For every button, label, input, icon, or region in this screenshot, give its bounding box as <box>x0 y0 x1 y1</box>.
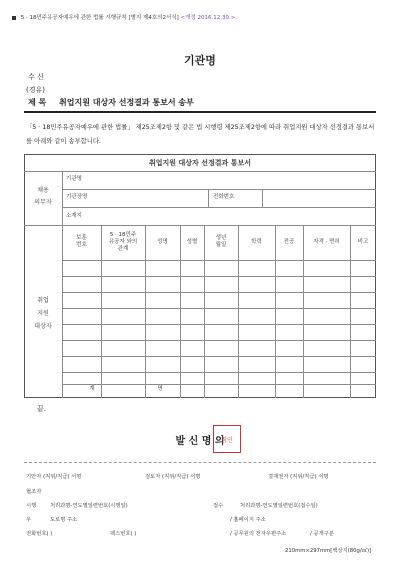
amendment-date: <개정 2016.12.30.> <box>180 15 236 21</box>
enforcement-label: 시행 <box>26 503 37 509</box>
homepage: / 홈페이지 주소 <box>230 517 266 523</box>
column-header: 보훈 번호 <box>76 235 87 248</box>
column-header: 학력 <box>251 238 262 245</box>
grid-line <box>24 225 376 226</box>
grid-line <box>24 171 376 172</box>
grid-line <box>62 340 376 341</box>
form-reference <box>12 13 235 21</box>
grid-line <box>62 372 376 373</box>
target-label: 취업 지원 대상자 <box>34 297 52 330</box>
grid-line <box>262 189 263 207</box>
phone-label: 전화번호 <box>213 194 235 200</box>
total-unit: 명 <box>157 386 163 392</box>
total-label: 계 <box>89 386 95 392</box>
cooperator: 협조자 <box>26 489 42 495</box>
bullet-icon <box>12 16 16 20</box>
column-header: 5 · 18민주 유공자 와의 관계 <box>108 231 138 252</box>
column-header: 전공 <box>283 238 295 245</box>
grid-line <box>62 308 376 309</box>
employer-agency-label: 기관명 <box>66 176 82 182</box>
receipt-number: 처리과명-연도별일련번호(접수일) <box>240 503 318 509</box>
sender-name: 발 신 명 의 <box>175 436 225 447</box>
road-address: 도로명 주소 <box>50 517 78 523</box>
recipient-label: 수 신 <box>28 73 44 81</box>
phone-number: 전화번호( ) <box>26 531 53 537</box>
employer-head-label: 기관장명 <box>66 194 88 200</box>
receipt-label: 접수 <box>213 503 224 509</box>
reviewer: 검토자 (직위/직급) 서명 <box>145 474 201 480</box>
column-header: 성명 <box>157 238 168 245</box>
column-header: 비고 <box>357 238 369 245</box>
postal-label: 우 <box>26 517 32 523</box>
grid-line <box>208 189 209 207</box>
drafter: 기안자 (직위/직급) 서명 <box>26 474 82 480</box>
employer-label: 채용 의무자 <box>34 187 52 206</box>
footer-divider <box>24 462 376 463</box>
law-reference: 5 · 18민주유공자예우에 관한 법률 시행규칙 [별지 제4호의2서식] <box>20 15 179 21</box>
enforcement-number: 처리과명-연도별일련번호(시행일) <box>50 503 128 509</box>
disclosure: / 공개구분 <box>310 531 334 537</box>
grid-line <box>62 189 376 190</box>
grid-line <box>62 384 376 385</box>
column-header: 성별 <box>186 238 198 245</box>
column-header: 자격 · 면허 <box>313 238 340 245</box>
grid-line <box>62 171 63 398</box>
body-text: 「5 · 18민주유공자예우에 관한 법률」 제25조제2항 및 같은 법 시행령 제25조제2항에 따라 취업지원 대상자 선정결과 통보서를 아래와 같이 송부합니다. <box>26 124 375 145</box>
grid-line <box>62 324 376 325</box>
via-label: (경유) <box>26 86 45 94</box>
column-header: 생년 월일 <box>215 235 227 248</box>
grid-line <box>62 276 376 277</box>
grid-line <box>62 292 376 293</box>
agency-name: 기관명 <box>184 54 216 67</box>
subject-label: 제 목 <box>28 98 47 107</box>
subject-text: 취업지원 대상자 선정결과 통보서 송부 <box>59 98 194 107</box>
paper-spec: 210mm×297mm[백상지(80g/㎡)] <box>285 548 372 554</box>
table-title: 취업지원 대상자 선정결과 통보서 <box>149 159 251 167</box>
grid-line <box>62 356 376 357</box>
approver: 결재권자 (직위/직급) 서명 <box>268 474 329 480</box>
fax-number: 팩스번호( ) <box>110 531 137 537</box>
end-mark: 끝. <box>37 405 46 413</box>
grid-line <box>62 260 376 261</box>
official-seal: 직인 <box>213 425 241 453</box>
subject-row <box>28 97 194 108</box>
divider <box>24 111 376 113</box>
employer-address-label: 소재지 <box>66 213 82 219</box>
official-email: / 공무원의 전자우편주소 <box>230 531 287 537</box>
grid-line <box>62 207 376 208</box>
